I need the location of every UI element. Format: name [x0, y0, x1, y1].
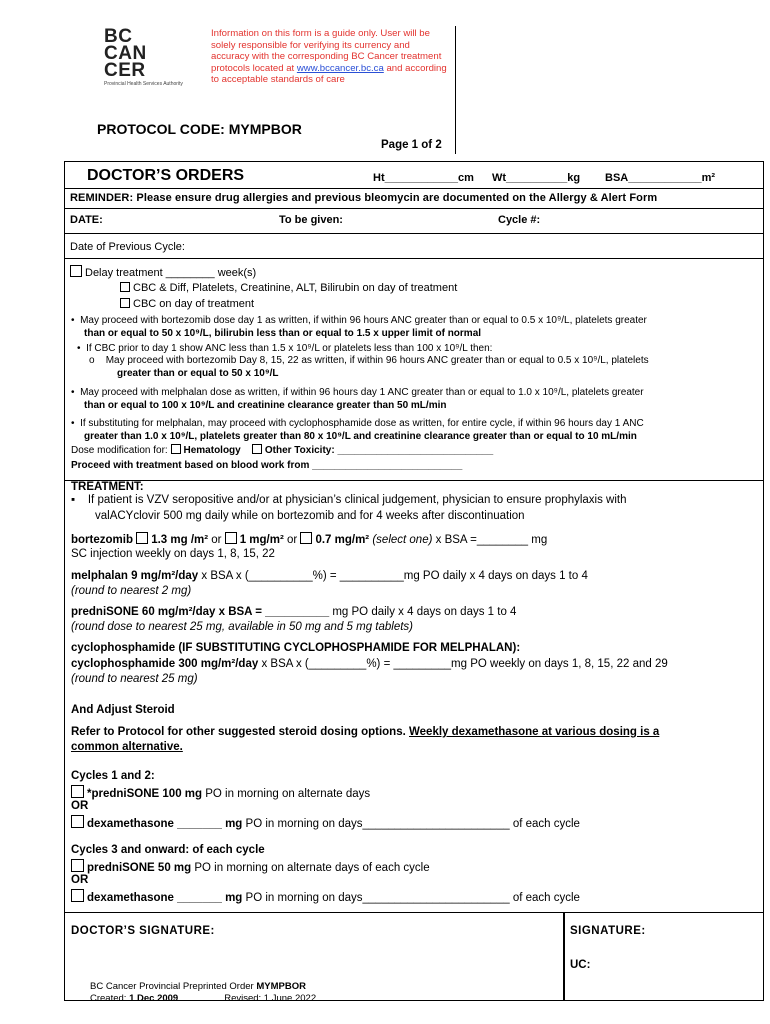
bullet-2-sub-b: greater than or equal to 50 x 10⁹/L	[117, 368, 279, 379]
c3-dex-dose[interactable]: dexamethasone _______ mg	[87, 892, 243, 904]
weight-field[interactable]: Wt__________kg	[492, 172, 581, 184]
c3-dex-schedule[interactable]: PO in morning on days_______________________ of each cycle	[242, 892, 580, 904]
melphalan-line	[71, 570, 588, 582]
prednisone-round: (round dose to nearest 25 mg, available in 50 mg and 5 mg tablets)	[71, 621, 414, 633]
uc-label[interactable]: UC:	[570, 959, 591, 971]
bortezomib-sc: SC injection weekly on days 1, 8, 15, 22	[71, 548, 275, 560]
delay-checkbox[interactable]	[70, 265, 82, 277]
adjust-steroid: And Adjust Steroid	[71, 704, 175, 716]
c12-prednisone-dose: *predniSONE 100 mg	[87, 788, 203, 800]
c12-prednisone-line	[71, 785, 370, 800]
c3-dex-checkbox[interactable]	[71, 889, 84, 902]
header-divider	[455, 26, 456, 154]
lab-section	[65, 259, 763, 481]
bullet-1-a: • May proceed with bortezomib dose day 1 as written, if within 96 hours ANC greater than or equal to 0.5 x 10⁹/L, platelets greater	[71, 315, 647, 326]
vzv-line-1: ▪ If patient is VZV seropositive and/or at physician’s clinical judgement, physician to ensure prophylaxis with	[71, 494, 627, 506]
bortezomib-line	[71, 532, 547, 546]
cycle-label[interactable]: Cycle #:	[498, 214, 541, 226]
delay-text: Delay treatment ________ week(s)	[85, 267, 257, 279]
disclaimer-text-2: and according to acceptable standards of care	[211, 62, 447, 86]
c12-prednisone-checkbox[interactable]	[71, 785, 84, 798]
protocol-code: PROTOCOL CODE: MYMPBOR	[97, 121, 302, 137]
other-toxicity-label: Other Toxicity: ____________________________	[264, 445, 494, 456]
cyclophosphamide-line	[71, 658, 668, 670]
bortezomib-dose-3-checkbox[interactable]	[300, 532, 312, 544]
disclaimer-text-1: Information on this form is a guide only. User will be solely responsible for verifying its currency and accuracy with the corresponding BC Cancer treatment protocols located at	[211, 28, 442, 74]
cyclophosphamide-round: (round to nearest 25 mg)	[71, 673, 198, 685]
c12-prednisone-schedule: PO in morning on alternate days	[202, 788, 371, 800]
cycles-1-2-title: Cycles 1 and 2:	[71, 770, 155, 782]
bortezomib-bsa-field[interactable]: x BSA =________ mg	[435, 534, 548, 546]
cbc-diff-text: CBC & Diff, Platelets, Creatinine, ALT, Bilirubin on day of treatment	[133, 282, 458, 294]
cyclophosphamide-calc[interactable]: x BSA x (_________%) = _________mg PO weekly on days 1, 8, 15, 22 and 29	[258, 658, 668, 670]
bullet-3-a: • May proceed with melphalan dose as written, if within 96 hours day 1 ANC greater than or equal to 1.0 x 10⁹/L, platelets greater	[71, 387, 644, 398]
prednisone-schedule: mg PO daily x 4 days on days 1 to 4	[329, 606, 517, 618]
bullet-3-b: than or equal to 100 x 10⁹/L and creatinine clearance greater than 50 mL/min	[84, 400, 447, 411]
dose-mod-line	[71, 444, 493, 456]
cyclophosphamide-dose: cyclophosphamide 300 mg/m²/day	[71, 658, 259, 670]
date-label[interactable]: DATE:	[70, 214, 103, 226]
header-row	[65, 162, 763, 189]
cbc-day-checkbox[interactable]	[120, 298, 130, 308]
treatment-section	[65, 481, 763, 913]
bortezomib-dose-2-checkbox[interactable]	[225, 532, 237, 544]
hematology-checkbox[interactable]	[171, 444, 181, 454]
or-label-2: OR	[71, 874, 89, 886]
c3-prednisone-dose: predniSONE 50 mg	[87, 862, 192, 874]
footer-line-2	[90, 993, 316, 1004]
c3-prednisone-schedule: PO in morning on alternate days of each cycle	[191, 862, 430, 874]
footer-order-code: MYMPBOR	[256, 981, 306, 992]
refer-text: Refer to Protocol for other suggested steroid dosing options.	[71, 726, 409, 738]
logo-word-3: CER	[104, 60, 146, 81]
bullet-1-a-text: May proceed with bortezomib dose day 1 as written, if within 96 hours ANC greater than or equal to 0.5 x 10⁹/L, platelets greater	[80, 315, 647, 326]
c3-prednisone-checkbox[interactable]	[71, 859, 84, 872]
footer-created-date: 1 Dec 2009	[129, 993, 179, 1004]
c12-dex-checkbox[interactable]	[71, 815, 84, 828]
bccancer-link[interactable]: www.bccancer.bc.ca	[296, 62, 384, 74]
or-label-1: OR	[71, 800, 89, 812]
dose-mod-label: Dose modification for:	[71, 445, 168, 456]
bullet-4-a: • If substituting for melphalan, may proceed with cyclophosphamide dose as written, for entire cycle, if within 96 hours day 1 ANC	[71, 418, 644, 429]
vzv-text-1: If patient is VZV seropositive and/or at physician’s clinical judgement, physician to ensure prophylaxis with	[87, 494, 627, 506]
cbc-day-line	[120, 298, 254, 310]
bullet-3-a-text: May proceed with melphalan dose as written, if within 96 hours day 1 ANC greater than or equal to 1.0 x 10⁹/L, platelets greater	[80, 387, 644, 398]
height-field[interactable]: Ht____________cm	[373, 172, 474, 184]
bullet-1-b: than or equal to 50 x 10⁹/L, bilirubin less than or equal to 1.5 x upper limit of normal	[84, 328, 482, 339]
bullet-2-text: If CBC prior to day 1 show ANC less than 1.5 x 10⁹/L or platelets less than 100 x 10⁹/L then:	[86, 343, 493, 354]
other-toxicity-checkbox[interactable]	[252, 444, 262, 454]
bortezomib-dose-3: 0.7 mg/m²	[315, 534, 370, 546]
vzv-line-2: valACYclovir 500 mg daily while on bortezomib and for 4 weeks after discontinuation	[95, 510, 525, 522]
reminder-text: REMINDER: Please ensure drug allergies and previous bleomycin are documented on the Allergy & Alert Form	[70, 192, 658, 204]
bullet-4-b: greater than 1.0 x 10⁹/L, platelets greater than 80 x 10⁹/L and creatinine clearance greater than or equal to 10 mL/min	[84, 431, 637, 442]
bc-cancer-logo	[104, 28, 204, 87]
cyclophosphamide-title: cyclophosphamide (IF SUBSTITUTING CYCLOPHOSPHAMIDE FOR MELPHALAN):	[71, 642, 521, 654]
hematology-label: Hematology	[183, 445, 241, 456]
page-number: Page 1 of 2	[381, 139, 442, 151]
c12-dex-dose[interactable]: dexamethasone _______ mg	[87, 818, 243, 830]
bullet-2: • If CBC prior to day 1 show ANC less than 1.5 x 10⁹/L or platelets less than 100 x 10⁹/L then:	[77, 343, 493, 354]
footer-order-label: BC Cancer Provincial Preprinted Order	[90, 981, 257, 992]
footer-line-1	[90, 981, 306, 992]
bortezomib-dose-1-checkbox[interactable]	[136, 532, 148, 544]
signature-label[interactable]: SIGNATURE:	[570, 925, 646, 937]
proceed-line[interactable]: Proceed with treatment based on blood work from ___________________________	[71, 460, 463, 471]
previous-cycle-label[interactable]: Date of Previous Cycle:	[70, 241, 185, 253]
weekly-dex-note-2: common alternative.	[71, 741, 183, 753]
c12-dex-line	[71, 815, 580, 830]
prednisone-line	[71, 606, 516, 618]
or-text-1: or	[211, 534, 222, 546]
previous-cycle-row	[65, 234, 763, 259]
cycles-3-title: Cycles 3 and onward: of each cycle	[71, 844, 265, 856]
delay-line	[70, 265, 256, 279]
bullet-2-sub-a-text: May proceed with bortezomib Day 8, 15, 22 as written, if within 96 hours ANC greater than or equal to 0.5 x 10⁹/L, platelets	[105, 355, 649, 366]
cbc-diff-line	[120, 282, 457, 294]
footer-revised: Revised: 1 June 2022	[224, 993, 317, 1004]
select-one-note: (select one)	[372, 534, 433, 546]
c3-prednisone-line	[71, 859, 430, 874]
c3-dex-line	[71, 889, 580, 904]
treatment-title: TREATMENT:	[71, 481, 144, 493]
logo-word-1: BC	[104, 26, 133, 47]
melphalan-dose: melphalan 9 mg/m²/day	[71, 570, 199, 582]
refer-line	[71, 726, 659, 738]
or-text-2: or	[287, 534, 298, 546]
date-row	[65, 209, 763, 234]
prednisone-dose[interactable]: predniSONE 60 mg/m²/day x BSA = __________	[71, 606, 330, 618]
doctor-signature-label[interactable]: DOCTOR’S SIGNATURE:	[71, 925, 215, 937]
logo-word-2: CAN	[104, 43, 147, 64]
c12-dex-schedule[interactable]: PO in morning on days_______________________ of each cycle	[242, 818, 580, 830]
logo-subtitle: Provincial Health Services Authority	[104, 81, 183, 87]
reminder-row	[65, 189, 763, 209]
bullet-2-sub-a: o May proceed with bortezomib Day 8, 15, 22 as written, if within 96 hours ANC greater than or equal to 0.5 x 10⁹/L, platelets	[89, 355, 649, 366]
bullet-4-a-text: If substituting for melphalan, may proceed with cyclophosphamide dose as written, for entire cycle, if within 96 hours day 1 ANC	[80, 418, 644, 429]
bortezomib-name: bortezomib	[71, 534, 133, 546]
signature-divider	[563, 913, 565, 1000]
bortezomib-dose-1: 1.3 mg /m²	[151, 534, 209, 546]
weekly-dex-note-1: Weekly dexamethasone at various dosing is a	[409, 726, 660, 738]
melphalan-round: (round to nearest 2 mg)	[71, 585, 192, 597]
disclaimer	[211, 28, 447, 86]
form-title: DOCTOR’S ORDERS	[87, 167, 245, 184]
cbc-day-text: CBC on day of treatment	[133, 298, 255, 310]
doctors-orders-form	[64, 161, 764, 1001]
bsa-field[interactable]: BSA____________m²	[605, 172, 716, 184]
to-be-given-label[interactable]: To be given:	[279, 214, 343, 226]
cbc-diff-checkbox[interactable]	[120, 282, 130, 292]
melphalan-calc[interactable]: x BSA x (__________%) = __________mg PO daily x 4 days on days 1 to 4	[198, 570, 588, 582]
bortezomib-dose-2: 1 mg/m²	[239, 534, 284, 546]
footer-created-label: Created:	[90, 993, 130, 1004]
